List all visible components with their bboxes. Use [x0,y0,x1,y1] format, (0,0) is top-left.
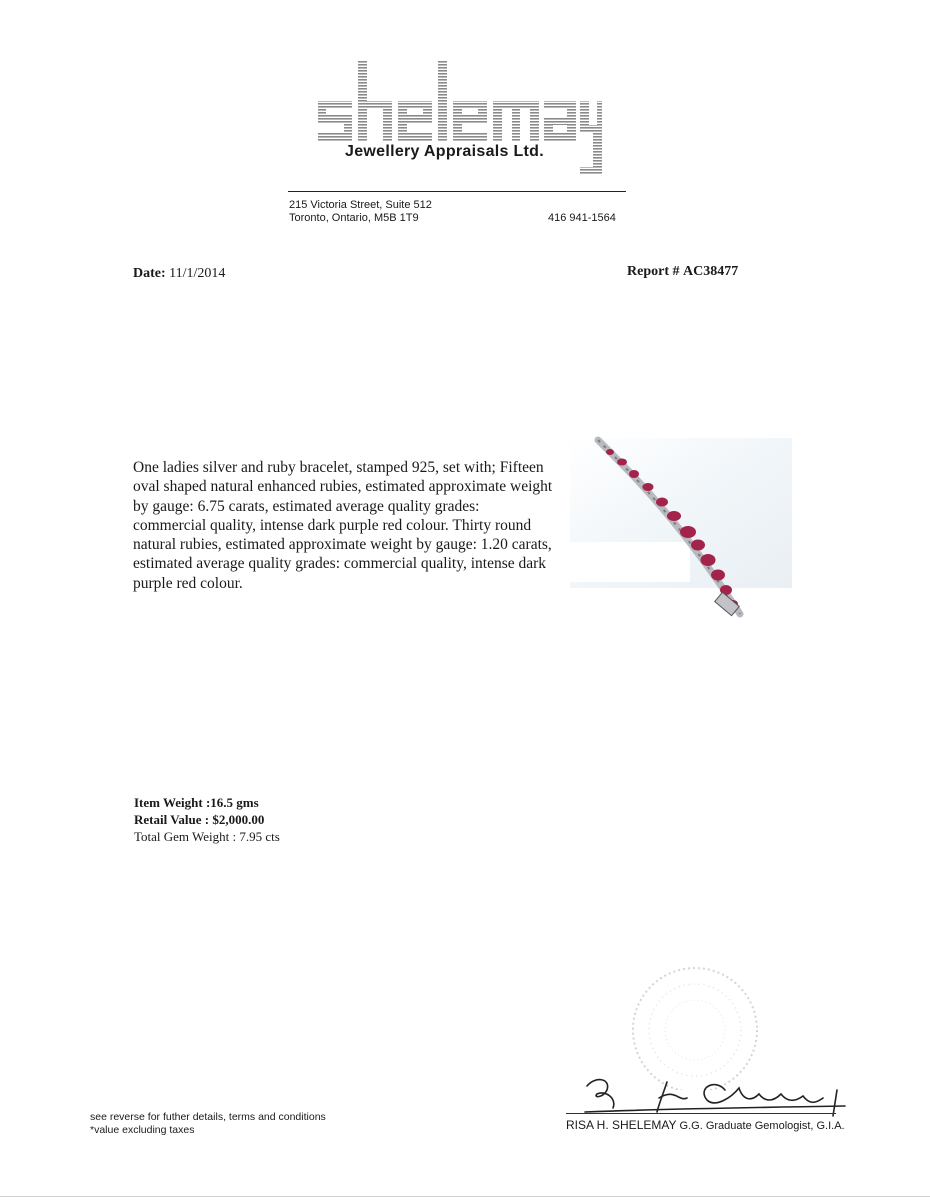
date-value: 11/1/2014 [169,266,226,281]
header-divider [288,191,626,192]
date-line [133,266,225,282]
signature [575,1068,855,1118]
company-name: Jewellery Appraisals Ltd. [345,143,544,160]
item-description: One ladies silver and ruby bracelet, stamped 925, set with; Fifteen oval shaped natural enhanced rubies, estimated approximate weight by gauge: 6.75 carats, estimated average quality grades: commercial quality, intense dark purple red colour. Thirty round natural rubies, estimated approximate weight by gauge: 1.20 carats, estimated average quality grades: commercial quality, intense dark purple red colour. [133,459,553,592]
signer-name: RISA H. SHELEMAY [566,1118,677,1132]
signer-credentials: G.G. Graduate Gemologist, G.I.A. [679,1120,845,1132]
bracelet-photo [570,432,792,622]
report-value: AC38477 [683,264,739,279]
footer-note-taxes: *value excluding taxes [90,1124,195,1136]
logo-text: sheleMay [312,55,316,56]
address-line-2: Toronto, Ontario, M5B 1T9 [289,212,419,224]
signer-block [566,1118,845,1132]
address-line-1: 215 Victoria Street, Suite 512 [289,199,432,211]
page-edge [0,1196,930,1197]
total-gem-weight: Total Gem Weight : 7.95 cts [134,829,280,844]
report-label: Report # [627,264,680,279]
item-weight: Item Weight :16.5 gms [134,795,259,810]
date-label: Date: [133,266,166,281]
phone-number: 416 941-1564 [548,212,616,224]
report-line [627,264,738,280]
footer-note-terms: see reverse for futher details, terms and conditions [90,1111,326,1123]
company-logo [312,55,602,185]
retail-value: Retail Value : $2,000.00 [134,812,265,827]
signature-line [566,1113,836,1114]
